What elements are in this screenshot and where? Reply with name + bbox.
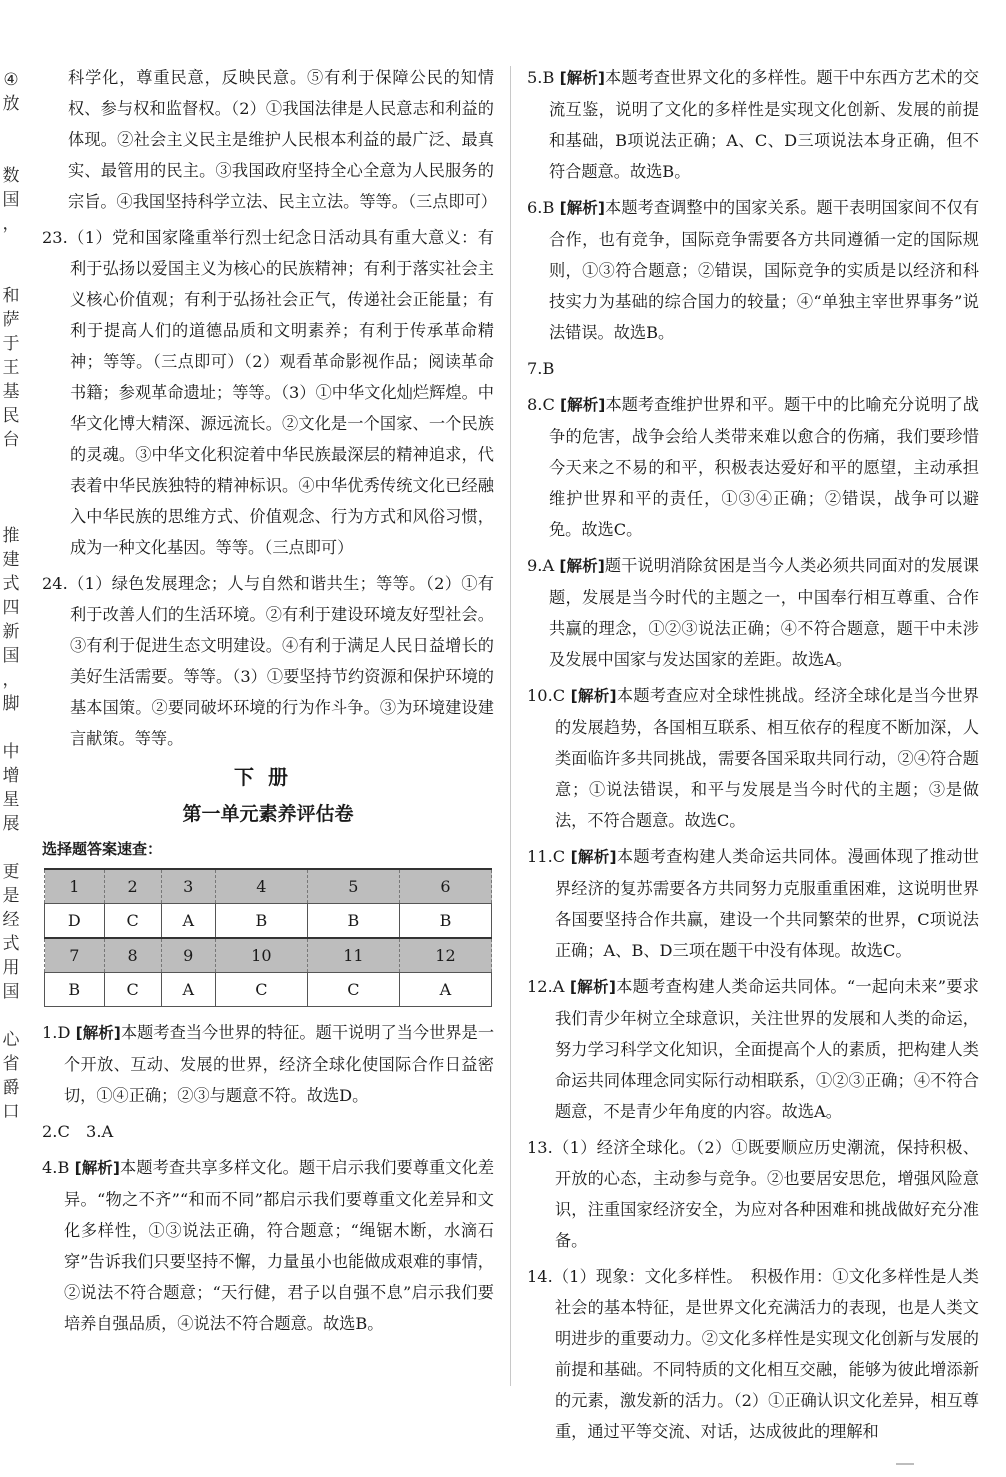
edge-fragment <box>0 500 22 524</box>
edge-fragment: 推 <box>2 526 20 546</box>
table-cell: C <box>215 973 307 1007</box>
edge-fragment: 萨 <box>2 310 20 330</box>
edge-fragment <box>0 236 22 260</box>
edge-fragment <box>0 836 22 860</box>
edge-fragment: 用 <box>2 958 20 978</box>
table-cell: C <box>307 973 399 1007</box>
analysis-tag: [解析] <box>570 848 617 866</box>
column-divider <box>510 66 511 1386</box>
edge-fragment: 和 <box>2 286 20 306</box>
unit-title: 第一单元素养评估卷 <box>182 803 354 825</box>
analysis-tag: [解析] <box>559 69 605 87</box>
edge-fragment: 增 <box>2 766 20 786</box>
edge-fragment: 于 <box>2 334 20 354</box>
q1-explanation <box>42 1017 494 1111</box>
q8-number: 8.C <box>527 395 555 414</box>
q13-answer: 13.（1）经济全球化。（2）①既要顺应历史潮流，保持积极、开放的心态，主动参与竞争。②也要居安思危，增强风险意识，注重国家经济安全，为应对各种困难和挑战做好充分准备。 <box>527 1138 979 1250</box>
edge-fragment: 式 <box>2 934 20 954</box>
edge-fragment <box>0 260 22 284</box>
q11-text: 本题考查构建人类命运共同体。漫画体现了推动世界经济的复苏需要各方共同努力克服重重困难，这说明世界各国要坚持合作共赢，建设一个共同繁荣的世界，C项说法正确；A、B、D三项在题干中没有体现。故选C。 <box>555 847 979 960</box>
table-cell: C <box>104 904 161 939</box>
table-row <box>45 938 492 973</box>
table-cell: 2 <box>104 869 161 904</box>
q2-q3-answers: 2.C 3.A <box>42 1122 114 1141</box>
q11-explanation <box>527 841 979 966</box>
edge-fragment: 民 <box>2 406 20 426</box>
q4-number: 4.B <box>42 1158 70 1177</box>
q1-number: 1.D <box>42 1023 71 1042</box>
edge-fragment: 展 <box>2 814 20 834</box>
edge-fragment: 王 <box>2 358 20 378</box>
table-cell: 3 <box>161 869 215 904</box>
q6-text: 本题考查调整中的国家关系。题干表明国家间不仅有合作，也有竞争，国际竞争需要各方共同遵循一定的国际规则，①③符合题意；②错误，国际竞争的实质是以经济和科技实力为基础的综合国力的较量；④“单独主宰世界事务”说法错误。故选B。 <box>549 198 980 342</box>
table-cell: 11 <box>307 938 399 973</box>
q22-continuation: 科学化，尊重民意，反映民意。⑤有利于保障公民的知情权、参与权和监督权。（2）①我国法律是人民意志和利益的体现。②社会主义民主是维护人民根本利益的最广泛、最真实、最管用的民主。③我国政府坚持全心全意为人民服务的宗旨。④我国坚持科学立法、民主立法。等等。（三点即可） <box>68 68 497 211</box>
table-cell: 12 <box>399 938 491 973</box>
table-cell: 7 <box>45 938 105 973</box>
table-cell: 8 <box>104 938 161 973</box>
table-cell: 4 <box>215 869 307 904</box>
table-cell: A <box>161 904 215 939</box>
table-cell: B <box>45 973 105 1007</box>
table-cell: 10 <box>215 938 307 973</box>
analysis-tag: [解析] <box>560 396 606 414</box>
table-cell: 5 <box>307 869 399 904</box>
q12-explanation <box>527 971 979 1127</box>
edge-fragment: 中 <box>2 742 20 762</box>
edge-fragment: 式 <box>2 574 20 594</box>
table-cell: B <box>307 904 399 939</box>
answer-table <box>44 868 492 1007</box>
q23-answer: 23.（1）党和国家隆重举行烈士纪念日活动具有重大意义：有利于弘扬以爱国主义为核心的民族精神；有利于落实社会主义核心价值观；有利于弘扬社会正气，传递社会正能量；有利于提高人们的道德品质和文明素养；有利于传承革命精神；等等。（三点即可）（2）观看革命影视作品；阅读革命书籍；参观革命遗址；等等。（3）①中华文化灿烂辉煌。中华文化博大精深、源远流长。②文化是一个国家、一个民族的灵魂。③中华文化积淀着中华民族最深层的精神追求，代表着中华民族独特的精神标识。④中华优秀传统文化已经融入中华民族的思维方式、价值观念、行为方式和风俗习惯，成为一种文化基因。等等。（三点即可） <box>42 228 494 557</box>
table-row <box>45 973 492 1007</box>
edge-fragment: 星 <box>2 790 20 810</box>
edge-fragment: 更 <box>2 862 20 882</box>
q9-text: 题干说明消除贫困是当今人类必须共同面对的发展课题，发展是当今时代的主题之一，中国奉行相互尊重、合作共赢的理念，①②③说法正确；④不符合题意，题干中未涉及发展中国家与发达国家的差距。故选A。 <box>549 556 979 669</box>
table-cell: A <box>161 973 215 1007</box>
q5-text: 本题考查世界文化的多样性。题干中东西方艺术的交流互鉴，说明了文化的多样性是实现文化创新、发展的前提和基础，B项说法正确；A、C、D三项说法本身正确，但不符合题意。故选B。 <box>549 68 980 181</box>
edge-fragment: 经 <box>2 910 20 930</box>
table-cell: C <box>104 973 161 1007</box>
edge-fragment: 国 <box>2 646 20 666</box>
edge-fragment: 四 <box>2 598 20 618</box>
analysis-tag: [解析] <box>559 557 605 575</box>
table-cell: B <box>215 904 307 939</box>
table-cell: A <box>399 973 491 1007</box>
edge-fragment <box>0 1004 22 1028</box>
q8-explanation <box>527 389 979 545</box>
q6-number: 6.B <box>527 198 555 217</box>
edge-fragment: 是 <box>2 886 20 906</box>
table-row <box>45 904 492 939</box>
edge-fragment: 国 <box>2 982 20 1002</box>
analysis-tag: [解析] <box>74 1159 120 1177</box>
edge-fragment: ， <box>2 670 20 690</box>
table-cell: B <box>399 904 491 939</box>
q10-explanation <box>527 680 979 836</box>
edge-fragment <box>0 140 22 164</box>
edge-fragment: ④ <box>3 70 19 90</box>
left-edge-fragments <box>0 68 22 1124</box>
q1-text: 本题考查当今世界的特征。题干说明了当今世界是一个开放、互动、发展的世界，经济全球化使国际合作日益密切，①④正确；②③与题意不符。故选D。 <box>64 1023 495 1105</box>
edge-fragment: 爵 <box>2 1078 20 1098</box>
analysis-tag: [解析] <box>559 199 605 217</box>
q12-text: 本题考查构建人类命运共同体。“一起向未来”要求我们青少年树立全球意识，关注世界的发展和人类的命运，努力学习科学文化知识，全面提高个人的素质，把构建人类命运共同体理念同实际行动相联系，①②③正确；④不符合题意，不是青少年角度的内容。故选A。 <box>555 977 979 1121</box>
q10-text: 本题考查应对全球性挑战。经济全球化是当今世界的发展趋势，各国相互联系、相互依存的程度不断加深，人类面临许多共同挑战，需要各国采取共同行动，②④符合题意；①说法错误，和平与发展是当今时代的主题；③是做法，不符合题意。故选C。 <box>555 686 979 830</box>
edge-fragment: 心 <box>2 1030 20 1050</box>
q8-text: 本题考查维护世界和平。题干中的比喻充分说明了战争的危害，战争会给人类带来难以愈合的伤痛，我们要珍惜今天来之不易的和平，积极表达爱好和平的愿望，主动承担维护世界和平的责任，①③④正确；②错误，战争可以避免。故选C。 <box>549 395 979 539</box>
edge-fragment: 国 <box>2 190 20 210</box>
table-cell: 6 <box>399 869 491 904</box>
edge-fragment <box>0 716 22 740</box>
q11-number: 11.C <box>527 847 566 866</box>
q12-number: 12.A <box>527 977 565 996</box>
q24-answer: 24.（1）绿色发展理念；人与自然和谐共生；等等。（2）①有利于改善人们的生活环境。②有利于建设环境友好型社会。③有利于促进生态文明建设。④有利于满足人民日益增长的美好生活需要。等等。（3）①要坚持节约资源和保护环境的基本国策。②要同破坏环境的行为作斗争。③为环境建设建言献策。等等。 <box>42 574 494 748</box>
table-row <box>45 869 492 904</box>
table-cell: 9 <box>161 938 215 973</box>
left-column <box>42 62 497 1344</box>
q14-answer: 14.（1）现象：文化多样性。 积极作用：①文化多样性是人类社会的基本特征，是世界文化充满活力的表现，也是人类文明进步的重要动力。②文化多样性是实现文化创新与发展的前提和基础。不同特质的文化相互交融，能够为彼此增添新的元素，激发新的活力。（2）①正确认识文化差异，相互尊重，通过平等交流、对话，达成彼此的理解和 <box>527 1267 979 1441</box>
edge-fragment <box>0 116 22 140</box>
edge-fragment: 建 <box>2 550 20 570</box>
q5-number: 5.B <box>527 68 555 87</box>
right-column <box>527 62 979 1452</box>
q5-explanation <box>527 62 979 187</box>
quick-check-label: 选择题答案速查： <box>42 840 163 858</box>
q7-answer: 7.B <box>527 359 555 378</box>
edge-fragment <box>0 476 22 500</box>
q6-explanation <box>527 192 979 348</box>
edge-fragment: 新 <box>2 622 20 642</box>
edge-fragment <box>0 452 22 476</box>
analysis-tag: [解析] <box>570 687 617 705</box>
edge-fragment: 台 <box>2 430 20 450</box>
q4-text: 本题考查共享多样文化。题干启示我们要尊重文化差异。“物之不齐”“和而不同”都启示我们要尊重文化差异和文化多样性，①③说法正确，符合题意；“绳锯木断，水滴石穿”告诉我们只要坚持不懈，力量虽小也能做成艰难的事情，②说法不符合题意；“天行健，君子以自强不息”启示我们要培养自强品质，④说法不符合题意。故选B。 <box>64 1158 495 1333</box>
analysis-tag: [解析] <box>75 1024 121 1042</box>
analysis-tag: [解析] <box>569 978 616 996</box>
q9-explanation <box>527 550 979 675</box>
edge-fragment: ， <box>2 214 20 234</box>
edge-fragment: 省 <box>2 1054 20 1074</box>
table-cell: D <box>45 904 105 939</box>
q10-number: 10.C <box>527 686 566 705</box>
q9-number: 9.A <box>527 556 555 575</box>
edge-fragment: 脚 <box>2 694 20 714</box>
edge-fragment: 口 <box>2 1102 20 1122</box>
edge-fragment: 基 <box>2 382 20 402</box>
volume-title: 下册 <box>234 765 302 789</box>
edge-fragment: 数 <box>2 166 20 186</box>
q4-explanation <box>42 1152 494 1339</box>
page-corner-mark <box>896 1463 914 1471</box>
table-cell: 1 <box>45 869 105 904</box>
edge-fragment: 放 <box>2 94 20 114</box>
